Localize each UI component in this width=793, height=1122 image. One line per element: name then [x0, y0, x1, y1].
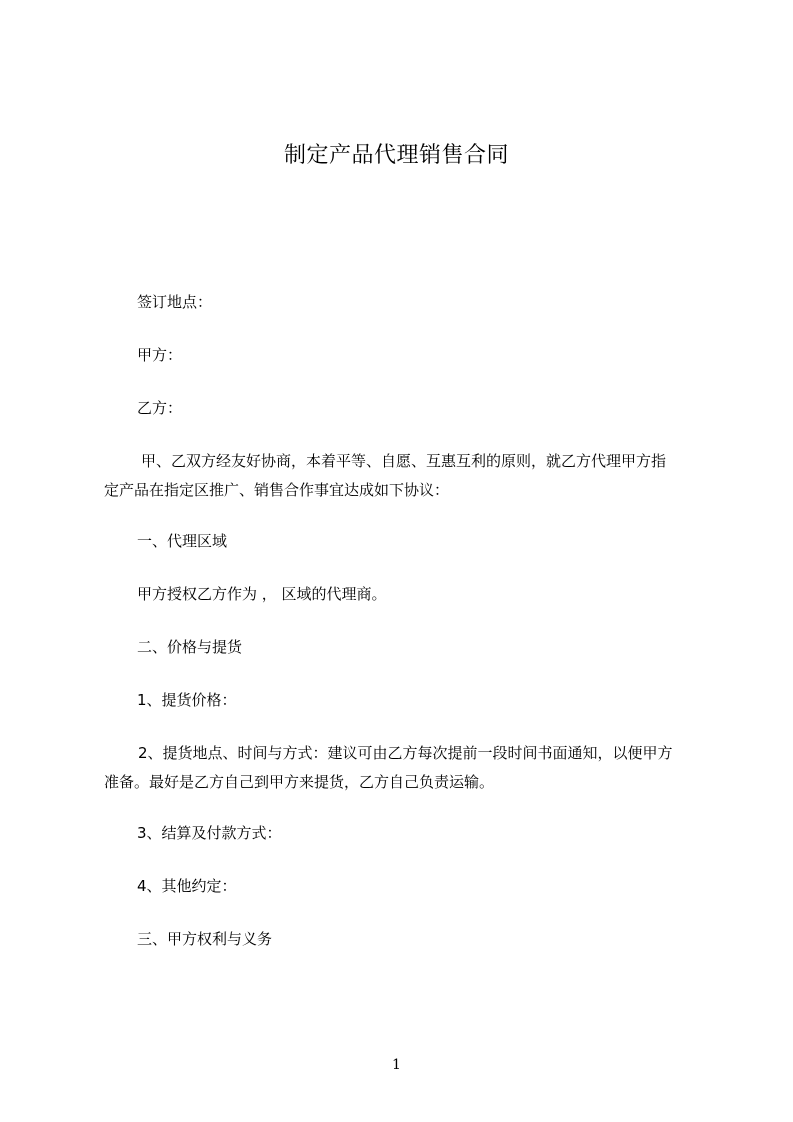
page-number: 1	[392, 1057, 401, 1073]
item-1-line: 1、提货价格：	[137, 691, 237, 709]
party-b-line: 乙方：	[137, 399, 183, 417]
document-title: 制定产品代理销售合同	[283, 143, 509, 168]
party-a-line: 甲方：	[137, 346, 183, 364]
section-1-title: 一、代理区域	[137, 532, 228, 550]
item-2-line-2: 准备。最好是乙方自己到甲方来提货，乙方自己负责运输。	[104, 773, 495, 791]
section-2-title: 二、价格与提货	[137, 638, 243, 656]
item-4-line: 4、其他约定：	[137, 877, 237, 895]
intro-paragraph	[104, 447, 704, 505]
intro-line-2: 定产品在指定区推广、销售合作事宜达成如下协议：	[104, 481, 450, 499]
item-2-line-1: 2、提货地点、时间与方式：建议可由乙方每次提前一段时间书面通知，以便甲方	[138, 744, 673, 762]
sign-place-line: 签订地点：	[137, 293, 213, 311]
item-2-paragraph	[104, 739, 704, 797]
section-1-body: 甲方授权乙方作为 ， 区域的代理商。	[137, 585, 387, 603]
section-3-title: 三、甲方权利与义务	[137, 930, 273, 948]
intro-line-1: 甲、乙双方经友好协商，本着平等、自愿、互惠互利的原则，就乙方代理甲方指	[141, 452, 667, 470]
item-3-line: 3、结算及付款方式：	[137, 824, 282, 842]
